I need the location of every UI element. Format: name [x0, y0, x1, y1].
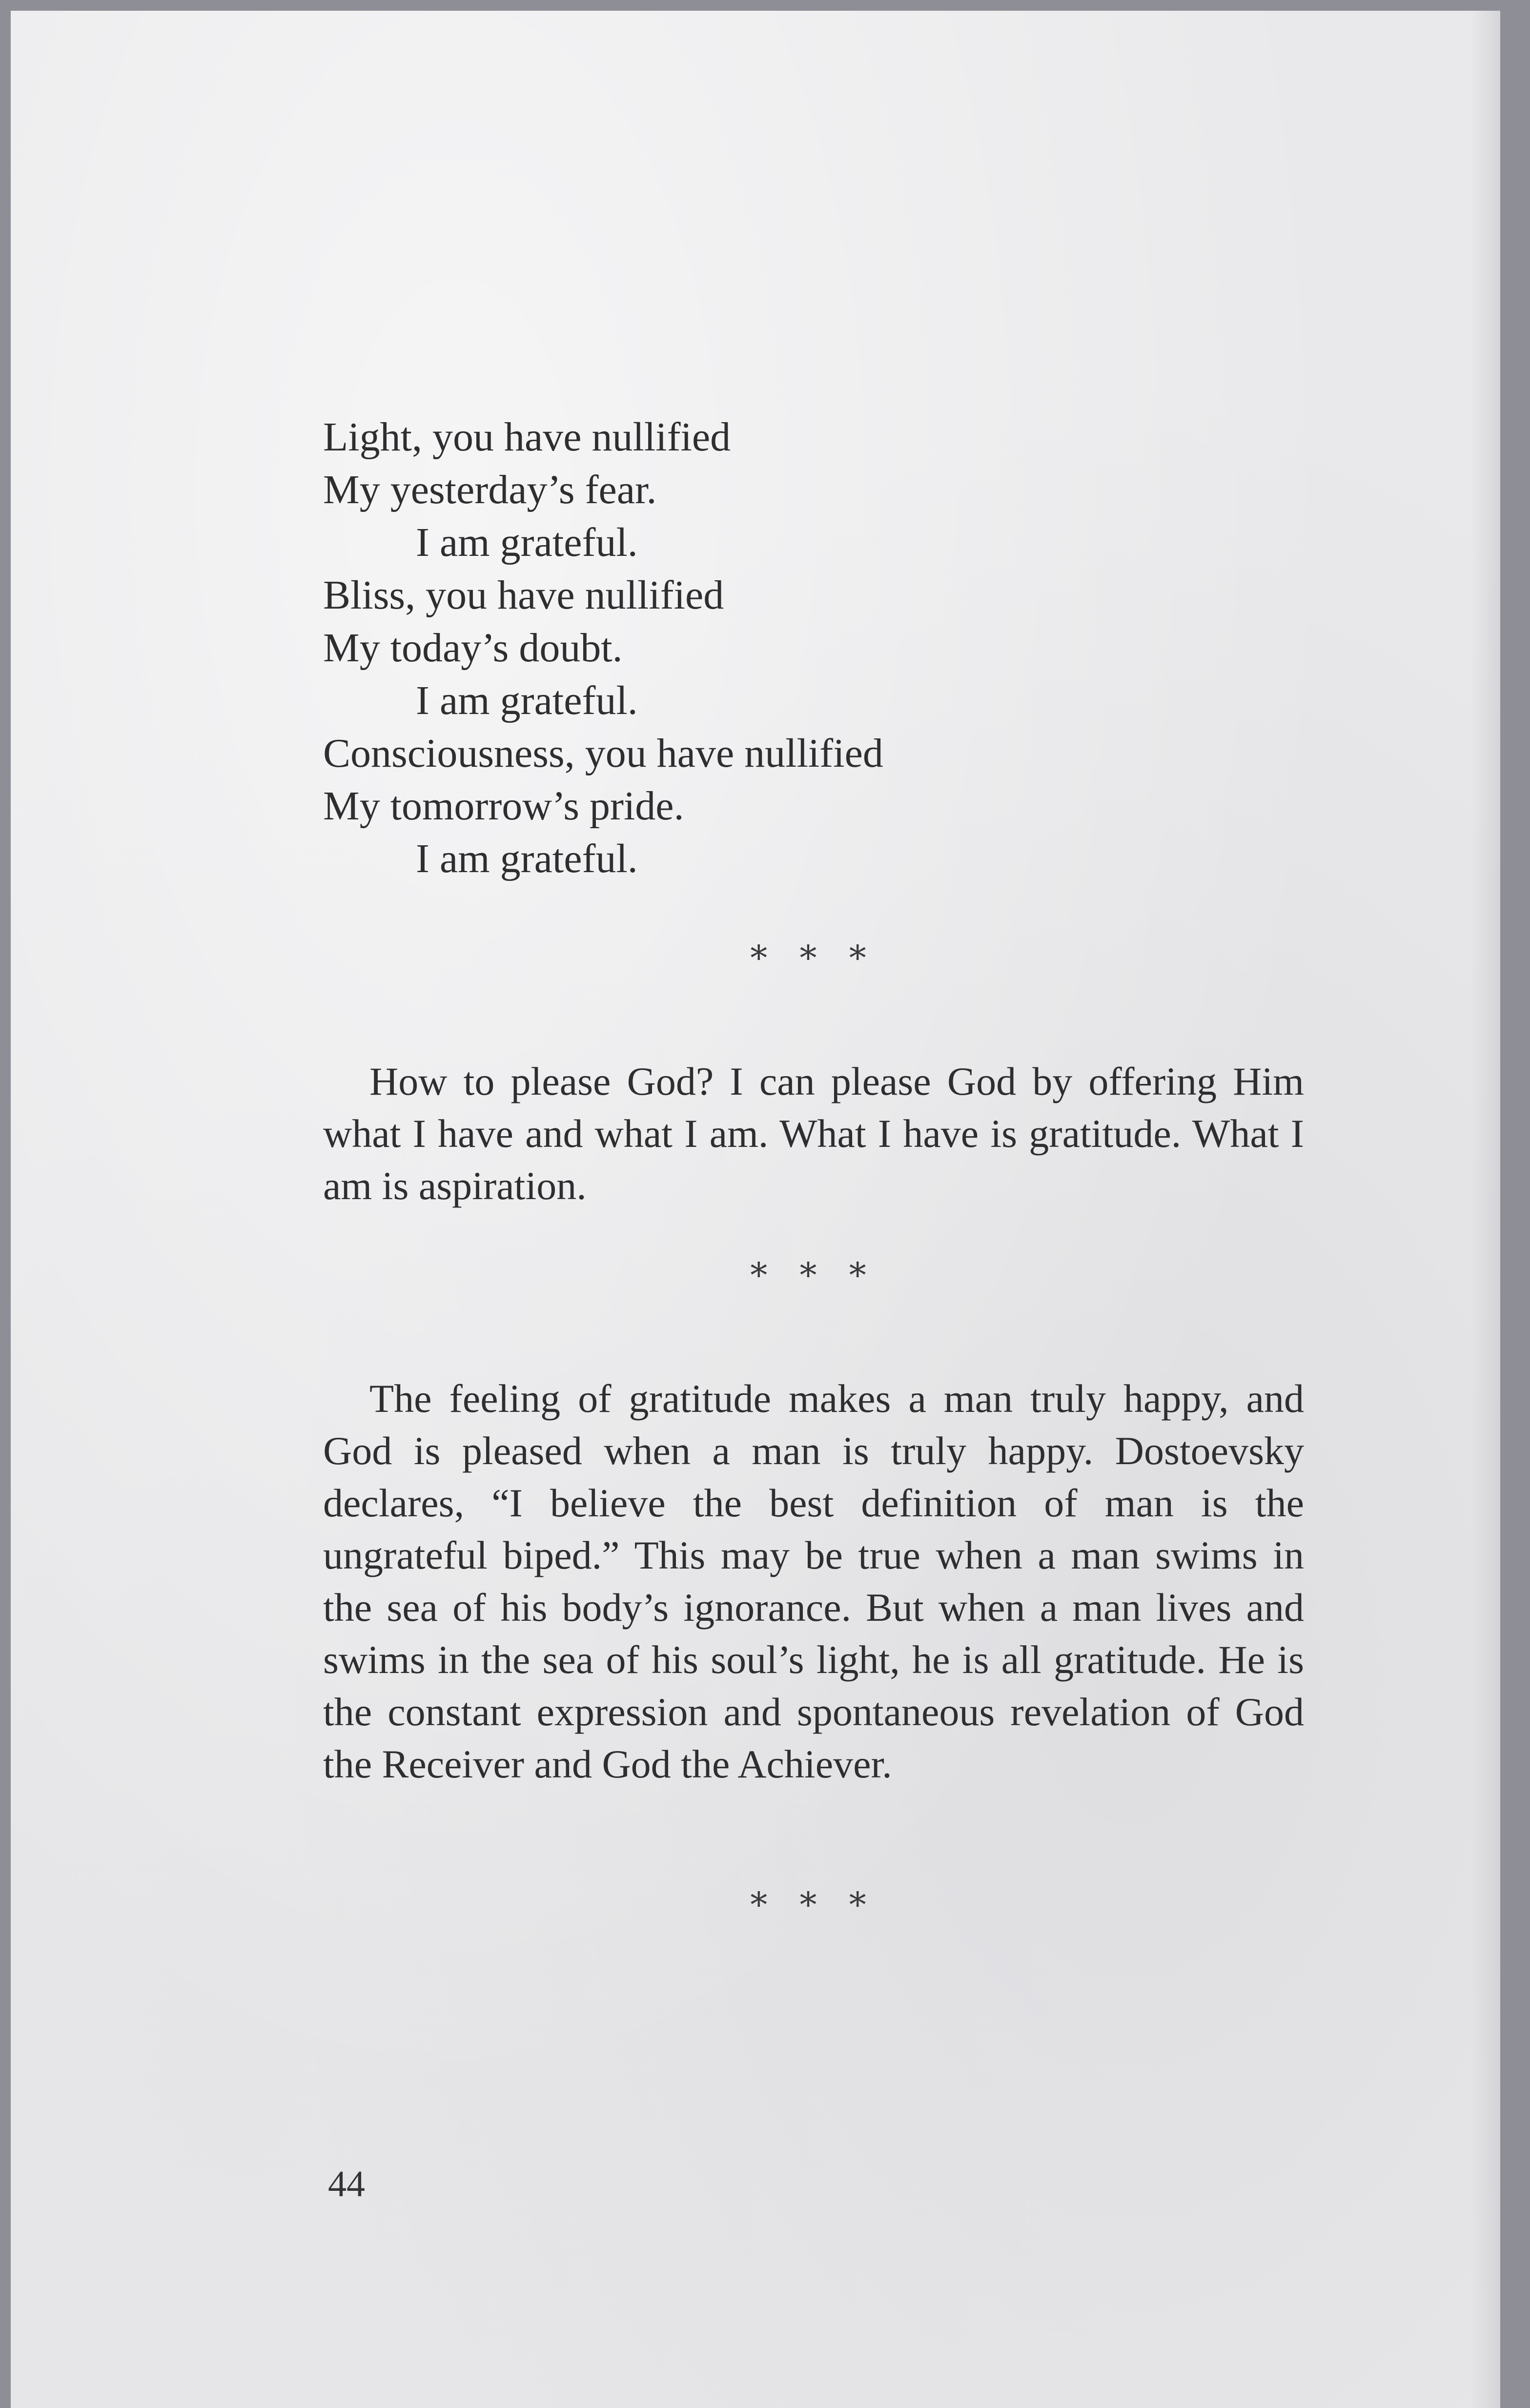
poem-line: My tomorrow’s pride. [323, 783, 684, 829]
paper-sheet [11, 11, 1500, 2408]
section-separator: * * * [750, 938, 877, 978]
poem-refrain: I am grateful. [416, 678, 638, 723]
poem-line: Consciousness, you have nullified [323, 731, 883, 776]
section-separator: * * * [750, 1255, 877, 1295]
poem-refrain: I am grateful. [416, 520, 638, 565]
paragraph-please-god: How to please God? I can please God by offering Him what I have and what I am. What I have is gratitude. What I am is aspiration. [323, 1059, 1304, 1208]
poem-line: My today’s doubt. [323, 625, 623, 671]
page-edge-shadow [1471, 11, 1500, 2408]
poem [323, 411, 1304, 885]
poem-line: My yesterday’s fear. [323, 467, 657, 512]
page-number: 44 [328, 2163, 365, 2204]
poem-line: Light, you have nullified [323, 414, 731, 460]
paragraph-gratitude: The feeling of gratitude makes a man truly happy, and God is pleased when a man is truly happy. Dostoevsky declares, “I believe the best definition of man is the ungrateful biped.” This may be true when a man swims in the sea of his body’s ignorance. But when a man lives and swims in the sea of his soul’s light, he is all gratitude. He is the constant expression and spontaneous revelation of God the Receiver and God the Achiever. [323, 1376, 1304, 1786]
poem-refrain: I am grateful. [416, 836, 638, 881]
section-separator: * * * [750, 1885, 877, 1925]
poem-line: Bliss, you have nullified [323, 572, 724, 618]
